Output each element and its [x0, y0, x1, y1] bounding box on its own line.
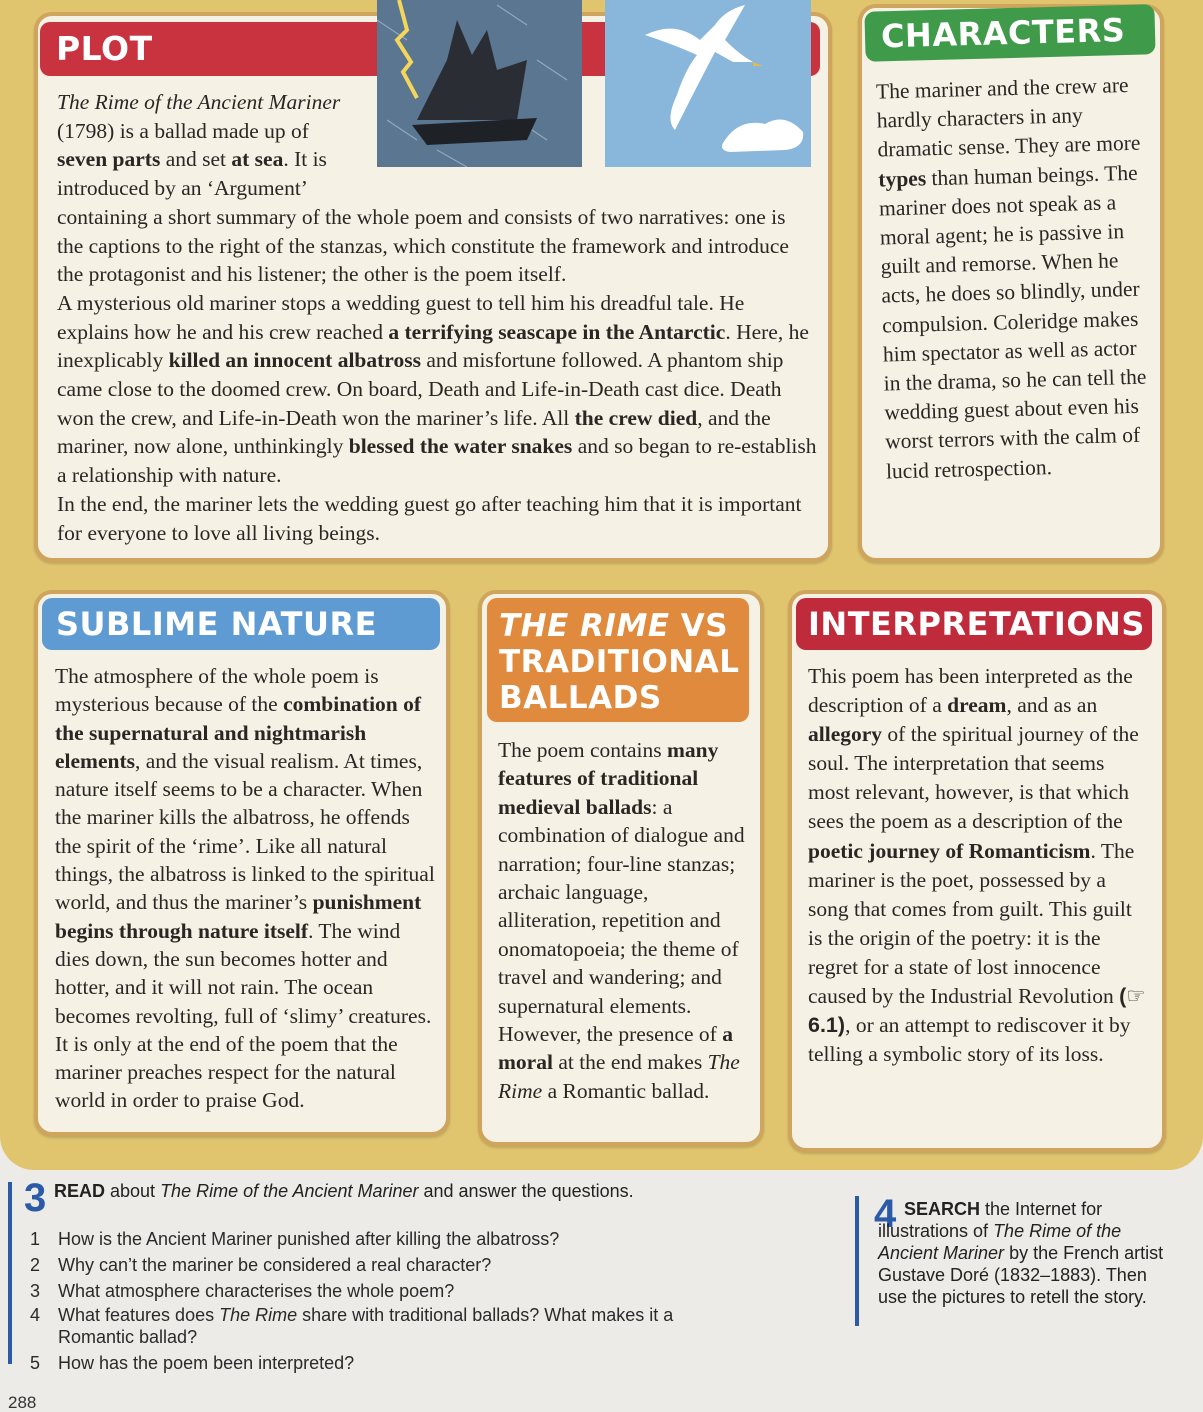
rime-text-part: a Romantic ballad. — [542, 1078, 710, 1103]
exercise-3-title-italic: The Rime of the Ancient Mariner — [160, 1181, 419, 1201]
interp-text-part: , and as an — [1006, 693, 1098, 718]
question-text — [58, 1304, 718, 1348]
question-number: 5 — [30, 1353, 41, 1373]
exercise-4-instruction — [878, 1198, 1168, 1308]
characters-text-part: The mariner and the crew are hardly characters in any dramatic sense. They are more — [875, 72, 1141, 162]
question-text-part: share with traditional ballads? What makes it a Romantic ballad? — [58, 1305, 674, 1347]
interp-text-part: of the spiritual journey of the soul. The interpretation that seems most relevant, however, is that which sees the poem as a description of the — [808, 722, 1139, 834]
rime-heading-rest: VS TRADITIONAL BALLADS — [499, 608, 740, 716]
rime-vs-ballads-heading — [487, 598, 749, 722]
interp-text-part: This poem has been interpreted as the description of a — [808, 664, 1133, 718]
sublime-bold-punishment: punishment begins through nature itself — [55, 890, 422, 943]
sublime-text-part: . The wind dies down, the sun becomes hotter and hotter, and it will not rain. The ocean becomes revolting, full of ‘slimy’ creatures. It is only at the end of the poem that the mariner preaches respect for the natural world in order to praise God. — [55, 918, 432, 1113]
question-number: 4 — [30, 1305, 41, 1325]
sublime-nature-heading: SUBLIME NATURE — [42, 598, 440, 650]
sublime-text-part: The atmosphere of the whole poem is mysterious because of the — [55, 664, 379, 717]
interpretations-text — [808, 662, 1148, 1069]
exercise-4-title-italic: The Rime of the Ancient Mariner — [878, 1221, 1122, 1263]
plot-text-part: . Here, he inexplicably — [57, 319, 809, 373]
question-italic-title: The Rime — [219, 1305, 298, 1325]
rime-text-part: : a combination of dialogue and narration; four-line stanzas; archaic language, alliteration, repetition and onomatopoeia; the theme of travel and wandering; and supernatural elements. However, the presence of — [498, 794, 745, 1047]
question-text: Why can’t the mariner be considered a real character? — [58, 1255, 492, 1275]
plot-bold-seven-parts: seven parts — [57, 147, 161, 172]
question-item — [30, 1304, 718, 1348]
interp-text-part: , or an attempt to rediscover it by telling a symbolic story of its loss. — [808, 1013, 1131, 1067]
plot-title-italic: The Rime of the Ancient Mariner — [57, 90, 341, 114]
rime-bold-features: many features of traditional medieval ballads — [498, 738, 719, 819]
plot-bold-crew-died: the crew died — [574, 405, 698, 430]
exercise-4-accent-bar — [855, 1196, 859, 1326]
plot-text-part: containing a short summary of the whole poem and consists of two narratives: one is the captions to the right of the stanzas, which constitute the framework and introduce the protagonist and his listener; the other is the poem itself. — [57, 204, 789, 287]
plot-text-part: A mysterious old mariner stops a wedding guest to tell him his dreadful tale. He explains how he and his crew reached — [57, 290, 745, 344]
exercise-4-verb: SEARCH — [904, 1199, 981, 1219]
question-item — [30, 1280, 454, 1302]
plot-bold-albatross: killed an innocent albatross — [168, 348, 421, 373]
plot-text — [57, 88, 817, 547]
plot-text-part: and set — [160, 147, 232, 172]
exercise-3-accent-bar — [8, 1182, 12, 1364]
interp-bold-allegory: allegory — [808, 722, 883, 747]
exercise-4-number: 4 — [874, 1192, 897, 1236]
question-number: 3 — [30, 1281, 41, 1301]
exercise-3-verb: READ — [54, 1181, 106, 1201]
characters-bold-types: types — [878, 165, 927, 192]
plot-bold-seascape: a terrifying seascape in the Antarctic — [388, 319, 726, 344]
interp-text-part: . The mariner is the poet, possessed by a song that comes from guilt. This guilt is the origin of the poetry: it is the regret for a state of lost innocence caused by the Industrial Revolution — [808, 838, 1135, 1009]
exercise-3-lead-part: about — [105, 1181, 161, 1201]
interp-bold-poetic-journey: poetic journey of Romanticism — [808, 838, 1091, 863]
rime-italic-title: The Rime — [498, 1050, 740, 1103]
plot-bold-water-snakes: blessed the water snakes — [348, 434, 573, 459]
exercise-3-lead-part: and answer the questions. — [418, 1181, 634, 1201]
exercise-3-instruction — [54, 1180, 634, 1202]
plot-text-part: and so began to re-establish a relationship with nature. — [57, 434, 817, 488]
question-item — [30, 1228, 559, 1250]
page-number: 288 — [8, 1393, 37, 1412]
rime-vs-ballads-text — [498, 736, 750, 1105]
question-text: How is the Ancient Mariner punished after killing the albatross? — [58, 1229, 560, 1249]
plot-text-part: introduced by an ‘Argument’ — [57, 176, 308, 201]
question-number: 2 — [30, 1255, 41, 1275]
plot-text-part: (1798) is a ballad made up of — [57, 118, 309, 143]
plot-heading: PLOT — [40, 22, 820, 76]
plot-text-part: . It is — [283, 147, 327, 172]
question-item — [30, 1352, 354, 1374]
plot-text-part: , and the mariner, now alone, unthinkingly — [57, 405, 771, 459]
characters-text-part: than human beings. The mariner does not speak as a moral agent; he is passive in guilt and remorse. When he acts, he does so blindly, under compulsion. Coleridge makes him spectator as well as actor in the drama, so he can tell the wedding guest about even his worst terrors with the calm of lucid retrospection. — [878, 160, 1147, 484]
question-text: What atmosphere characterises the whole poem? — [58, 1281, 455, 1301]
interp-cross-reference: (☞ 6.1) — [808, 984, 1146, 1038]
question-number: 1 — [30, 1229, 41, 1249]
rime-text-part: at the end makes — [552, 1050, 708, 1075]
rime-text-part: The poem contains — [498, 738, 667, 762]
sublime-bold-combination: combination of the supernatural and nightmarish elements — [55, 692, 422, 773]
plot-text-part: and misfortune followed. A phantom ship came close to the doomed crew. On board, Death and Life-in-Death cast dice. Death won the crew, and Life-in-Death won the mariner’s life. All — [57, 348, 784, 430]
characters-text — [876, 71, 1155, 487]
question-item — [30, 1254, 491, 1276]
interpretations-heading: INTERPRETATIONS — [796, 598, 1152, 650]
question-text: How has the poem been interpreted? — [58, 1353, 355, 1373]
sublime-nature-text — [55, 662, 435, 1115]
plot-bold-at-sea: at sea — [231, 147, 284, 172]
characters-heading: CHARACTERS — [864, 4, 1155, 62]
plot-text-part: In the end, the mariner lets the wedding guest go after teaching him that it is important for everyone to love all living beings. — [57, 491, 802, 545]
exercise-4-lead-part: by the French artist Gustave Doré (1832–1883). Then use the pictures to retell the story. — [878, 1243, 1164, 1307]
exercise-3-number: 3 — [24, 1176, 47, 1220]
interp-bold-dream: dream — [947, 693, 1007, 718]
rime-heading-italic: THE RIME — [499, 608, 670, 644]
question-text-part: What features does — [58, 1305, 220, 1325]
sublime-text-part: , and the visual realism. At times, nature itself seems to be a character. When the mariner kills the albatross, he offends the spirit of the ‘rime’. Like all natural things, the albatross is linked to the spiritual world, and thus the mariner’s — [55, 748, 435, 915]
rime-bold-moral: a moral — [498, 1022, 733, 1075]
exercise-4-lead-part: the Internet for illustrations of — [878, 1199, 1103, 1241]
